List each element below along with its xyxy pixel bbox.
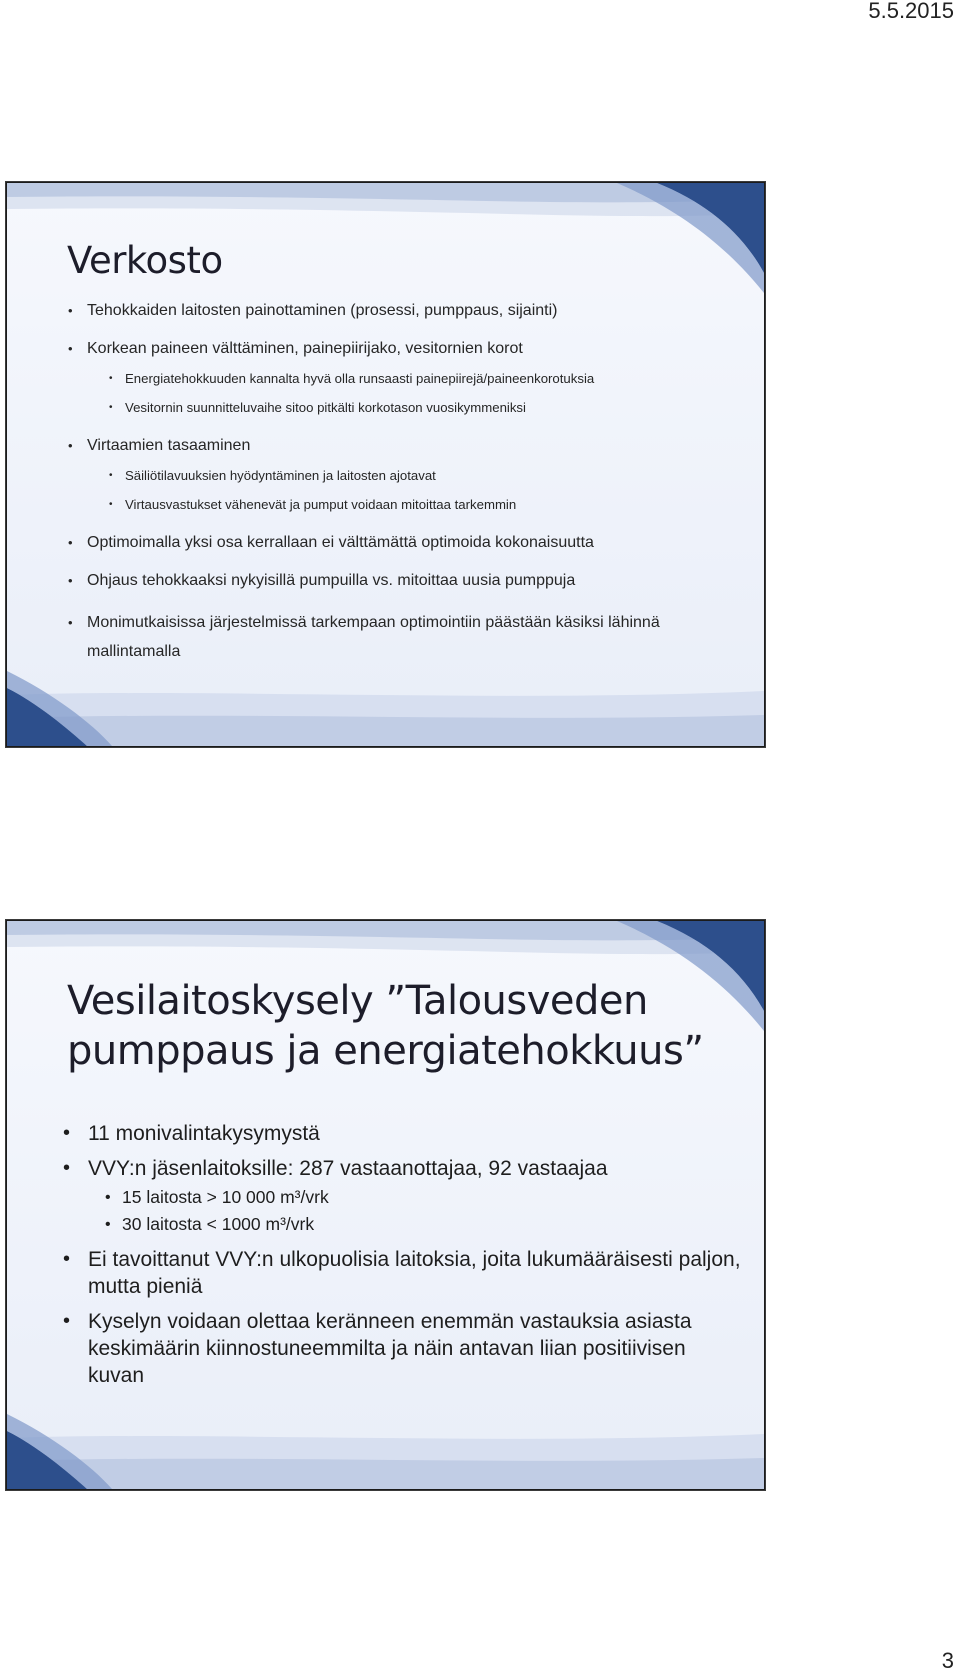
bullet-item: • VVY:n jäsenlaitoksille: 287 vastaanottajaa, 92 vastaajaa (61, 1155, 741, 1182)
sub-bullet-item: • 30 laitosta < 1000 m³/vrk (61, 1213, 741, 1236)
slide-title: Vesilaitoskysely ”Talousveden pumppaus ja energiatehokkuus” (67, 978, 704, 1074)
sub-bullet-item: • Säiliötilavuuksien hyödyntäminen ja laitosten ajotavat (63, 465, 743, 487)
bullet-item: • Ei tavoittanut VVY:n ulkopuolisia laitoksia, joita lukumääräisesti paljon, mutta pieniä (61, 1246, 741, 1300)
bullet-item: • Monimutkaisissa järjestelmissä tarkempaan optimointiin päästään käsiksi lähinnä mallintamalla (63, 608, 743, 666)
sub-bullet-item: • Virtausvastukset vähenevät ja pumput voidaan mitoittaa tarkemmin (63, 494, 743, 516)
bullet-item: • Virtaamien tasaaminen (63, 435, 743, 457)
sub-bullet-item: • Energiatehokkuuden kannalta hyvä olla runsaasti painepiirejä/paineenkorotuksia (63, 368, 743, 390)
bullet-item: • Kyselyn voidaan olettaa keränneen enemmän vastauksia asiasta keskimäärin kiinnostuneemmilta ja näin antavan liian positiivisen kuvan (61, 1308, 741, 1389)
bullet-item: • Tehokkaiden laitosten painottaminen (prosessi, pumppaus, sijainti) (63, 300, 743, 322)
bullet-list (61, 1120, 741, 1397)
slide-verkosto (6, 182, 765, 747)
slide-title: Verkosto (67, 239, 223, 282)
page-date: 5.5.2015 (868, 0, 954, 23)
bullet-item: • Korkean paineen välttäminen, painepiirijako, vesitornien korot (63, 338, 743, 360)
sub-bullet-item: • Vesitornin suunnitteluvaihe sitoo pitkälti korkotason vuosikymmeniksi (63, 397, 743, 419)
sub-bullet-item: • 15 laitosta > 10 000 m³/vrk (61, 1186, 741, 1209)
bullet-item: • Ohjaus tehokkaaksi nykyisillä pumpuilla vs. mitoittaa uusia pumppuja (63, 570, 743, 592)
page-number: 3 (941, 1648, 954, 1673)
bullet-list (63, 300, 743, 682)
bullet-item: • 11 monivalintakysymystä (61, 1120, 741, 1147)
slide-vesilaitoskysely (6, 920, 765, 1490)
bullet-item: • Optimoimalla yksi osa kerrallaan ei välttämättä optimoida kokonaisuutta (63, 532, 743, 554)
